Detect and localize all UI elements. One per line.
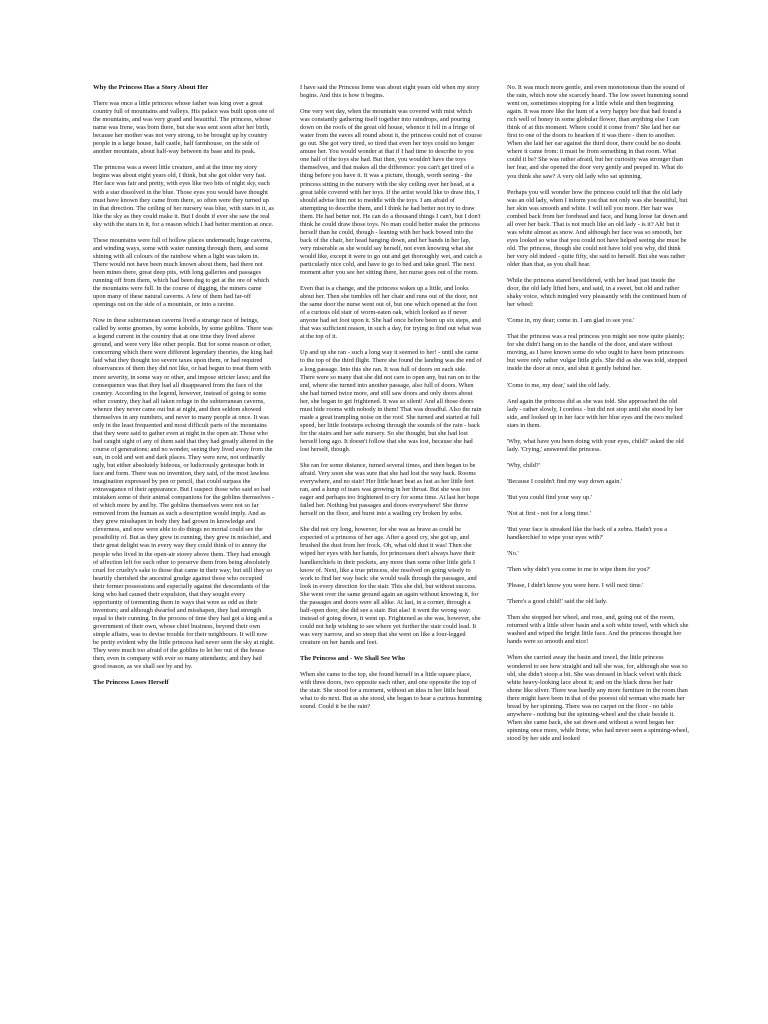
paragraph: 'Come in, my dear; come in. I am glad to see you.' [507,317,635,325]
section-heading: The Princess and - We Shall See Who [300,655,406,663]
paragraph: 'But you could find your way up.' [507,493,592,501]
paragraph: While the princess stared bewildered, with her head just inside the door, the old lady lifted hers, and said, in a sweet, but old and rather shaky voice, which mingled very pleasantly with the continued hum of her wheel: [507,277,687,309]
paragraph: One very wet day, when the mountain was covered with mist which was constantly gathering itself together into raindrops, and pouring down on the roofs of the great old house, whence it fell in a fringe of water from the eaves all round about it, the princess could not of course go out. She got very tired, so tired that even her toys could no longer amuse her. You would wonder at that if I had time to describe to you one half of the toys she had. But then, you wouldn't have the toys themselves, and that makes all the difference: you can't get tired of a thing before you have it. It was a picture, though, worth seeing - the princess sitting in the nursery with the sky ceiling over her head, at a great table covered with her toys. If the artist would like to draw this, I should advise him not to meddle with the toys. I am afraid of attempting to describe them, and I think he had better not try to draw them. He had better not. He can do a thousand things I can't, but I don't think he could draw those toys. No man could better make the princess herself than he could, though - leaning with her back bowed into the back of the chair, her head hanging down, and her hands in her lap, very miserable as she would say herself, not even knowing what she would like, except it were to go out and get thoroughly wet, and catch a particularly nice cold, and have to go to bed and take gruel. The next moment after you see her sitting there, her nurse goes out of the room. [300,108,482,277]
paragraph: 'Come to me, my dear,' said the old lady. [507,381,610,389]
paragraph: When she carried away the basin and towel, the little princess wondered to see how straight and tall she was, for, although she was so old, she didn't stoop a bit. She was dressed in black velvet with thick white heavy-looking lace about it; and on the black dress her hair shone like silver. There was hardly any more furniture in the room than there might have been in that of the poorest old woman who made her bread by her spinning. There was no carpet on the floor - no table anywhere - nothing but the spinning-wheel and the chair beside it. When she came back, she sat down and without a word began her spinning once more, while Irene, who had never seen a spinning-wheel, stood by her side and looked [507,654,689,742]
paragraph: 'Why, child?' [507,461,540,469]
paragraph: 'Then why didn't you come to me to wipe them for you?' [507,566,651,574]
paragraph: 'Because I couldn't find my way down again.' [507,477,623,485]
paragraph: Now in these subterranean caverns lived a strange race of beings, called by some gnomes, by some kobolds, by some goblins. There was a legend current in the country that at one time they lived above ground, and were very like other people. But for some reason or other, concerning which there were different legendary theories, the king had laid what they thought too severe taxes upon them, or had required observances of them they did not like, or had begun to treat them with more severity, in some way or other, and impose stricter laws; and the consequence was that they had all disappeared from the face of the country. According to the legend, however, instead of going to some other country, they had all taken refuge in the subterranean caverns, whence they never came out but at night, and then seldom showed themselves in any numbers, and never to many people at once. It was only in the least frequented and most difficult parts of the mountains that they were said to gather even at night in the open air. Those who had caught sight of any of them said that they had greatly altered in the course of generations; and no wonder, seeing they lived away from the sun, in cold and wet and dark places. They were now, not ordinarily ugly, but either absolutely hideous, or ludicrously grotesque both in face and form. There was no invention, they said, of the most lawless imagination expressed by pen or pencil, that could surpass the extravagance of their appearance. But I suspect those who said so had mistaken some of their animal companions for the goblins themselves - of which more by and by. The goblins themselves were not so far removed from the human as such a description would imply. And as they grew misshapen in body they had grown in knowledge and cleverness, and now were able to do things no mortal could see the possibility of. But as they grew in cunning, they grew in mischief, and their great delight was in every way they could think of to annoy the people who lived in the open-air storey above them. They had enough of affection left for each other to preserve them from being absolutely cruel for cruelty's sake to those that came in their way; but still they so heartily cherished the ancestral grudge against those who occupied their former possessions and especially against the descendants of the king who had caused their expulsion, that they sought every opportunity of tormenting them in ways that were as odd as their inventors; and although dwarfed and misshapen, they had strength equal to their cunning. In the process of time they had got a king and a government of their own, whose chief business, beyond their own simple affairs, was to devise trouble for their neighbours. It will now be pretty evident why the little princess had never seen the sky at night. They were much too afraid of the goblins to let her out of the house then, even in company with ever so many attendants; and they had good reason, as we shall see by and by. [93,317,275,671]
paragraph: And again the princess did as she was told. She approached the old lady - rather slowly, I confess - but did not stop until she stood by her side, and looked up in her face with her blue eyes and the two melted stars in them. [507,397,684,429]
document-page [93,84,689,954]
paragraph: 'Please, I didn't know you were here. I will next time.' [507,582,644,590]
paragraph: 'Why, what have you been doing with your eyes, child?' asked the old lady. 'Crying,' answered the princess. [507,437,684,453]
paragraph: Then she stopped her wheel, and rose, and, going out of the room, returned with a little silver basin and a soft white towel, with which she washed and wiped the bright little face. And the princess thought her hands were so smooth and nice! [507,614,689,646]
paragraph: Even that is a change, and the princess wakes up a little, and looks about her. Then she tumbles off her chair and runs out of the door, not the same door the nurse went out of, but one which opened at the foot of a curious old stair of worm-eaten oak, which looked as if never anyone had set foot upon it. She had once before been up six steps, and that was sufficient reason, in such a day, for trying to find out what was at the top of it. [300,285,482,341]
paragraph: 'But your face is streaked like the back of a zebra. Hadn't you a handkerchief to wipe your eyes with?' [507,526,668,542]
paragraph: There was once a little princess whose father was king over a great country full of mountains and valleys. His palace was built upon one of the mountains, and was very grand and beautiful. The princess, whose name was Irene, was born there, but she was sent soon after her birth, because her mother was not very strong, to be brought up by country people in a large house, half castle, half farmhouse, on the side of another mountain, about half-way between its base and its peak. [93,100,275,156]
paragraph: Perhaps you will wonder how the princess could tell that the old lady was an old lady, when I inform you that not only was she beautiful, but her skin was smooth and white. I will tell you more. Her hair was combed back from her forehead and face, and hung loose far down and all over her back. That is not much like an old lady - is it? Ah! but it was white almost as snow. And although her face was so smooth, her eyes looked so wise that you could not have helped seeing she must be old. The princess, though she could not have told you why, did think her very old indeed - quite fifty, she said to herself. But she was rather older than that, as you shall hear. [507,188,688,268]
section-heading: Why the Princess Has a Story About Her [93,84,209,91]
paragraph: She did not cry long, however, for she was as brave as could be expected of a princess of her age. After a good cry, she got up, and brushed the dust from her frock. Oh, what old dust it was! Then she wiped her eyes with her hands, for princesses don't always have their handkerchiefs in their pockets, any more than some other little girls I know of. Next, like a true princess, she resolved on going wisely to work to find her way back: she would walk through the passages, and look in every direction for the stair. This she did, but without success. She went over the same ground again an again without knowing it, for the passages and doors were all alike. At last, in a corner, through a half-open door, she did see a stair. But alas! it went the wrong way: instead of going down, it went up. Frightened as she was, however, she could not help wishing to see where yet further the stair could lead. It was very narrow, and so steep that she went on like a four-legged creature on her hands and feet. [300,526,481,646]
paragraph: These mountains were full of hollow places underneath; huge caverns, and winding ways, some with water running through them, and some shining with all colours of the rainbow when a light was taken in. There would not have been much known about them, had there not been mines there, great deep pits, with long galleries and passages running off from them, which had been dug to get at the ore of which the mountains were full. In the course of digging, the miners came upon many of these natural caverns. A few of them had far-off openings out on the side of a mountain, or into a ravine. [93,236,272,309]
paragraph: Up and up she ran - such a long way it seemed to her! - until she came to the top of the third flight. There she found the landing was the end of a long passage. Into this she ran. It was full of doors on each side. There were so many that she did not care to open any, but ran on to the end, where she turned into another passage, also full of doors. When she had turned twice more, and still saw doors and only doors about her, she began to get frightened. It was so silent! And all those doors must hide rooms with nobody in them! That was dreadful. Also the rain made a great trampling noise on the roof. She turned and started at full speed, her little footsteps echoing through the sounds of the rain - back for the stairs and her safe nursery. So she thought, but she had lost herself long ago. It doesn't follow that she was lost, because she had lost herself, though. [300,349,482,453]
paragraph: No. It was much more gentle, and even monotonous than the sound of the rain, which now she scarcely heard. The low sweet humming sound went on, sometimes stopping for a little while and then beginning again. It was more like the hum of a very happy bee that had found a rich well of honey in some globular flower, than anything else I can think of at this moment. Where could it come from? She laid her ear first to one of the doors to hearken if it was there - then to another. When she laid her ear against the third door, there could be no doubt where it came from: it must be from something in that room. What could it be? She was rather afraid, but her curiosity was stronger than her fear, and she opened the door very gently and peeped in. What do you think she saw? A very old lady who sat spinning. [507,84,689,180]
paragraph: 'Not at first - not for a long time.' [507,509,591,517]
paragraph: That the princess was a real princess you might see now quite plainly; for she didn't hang on to the handle of the door, and stare without moving, as I have known some do who ought to have been princesses but were only rather vulgar little girls. She did as she was told, stepped inside the door at once, and shut it gently behind her. [507,333,687,373]
text-column-2 [300,84,482,954]
paragraph: I have said the Princess Irene was about eight years old when my story begins. And this is how it begins. [300,84,480,100]
paragraph: The princess was a sweet little creature, and at the time my story begins was about eight years old, I think, but she got older very fast. Her face was fair and pretty, with eyes like two bits of night sky, each with a star dissolved in the blue. Those eyes you would have thought must have known they came from there, so often were they turned up in that direction. The ceiling of her nursery was blue, with stars in it, as like the sky as they could make it. But I doubt if ever she saw the real sky with the stars in it, for a reason which I had better mention at once. [93,164,274,228]
paragraph: 'No.' [507,550,519,558]
section-heading: The Princess Loses Herself [93,679,169,687]
paragraph: She ran for some distance, turned several times, and then began to be afraid. Very soon she was sure that she had lost the way back. Rooms everywhere, and no stair! Her little heart beat as fast as her little feet ran, and a lump of tears was growing in her throat. But she was too eager and perhaps too frightened to cry for some time. At last her hope failed her. Nothing but passages and doors everywhere! She threw herself on the floor, and burst into a wailing cry broken by sobs. [300,462,480,518]
text-column-1 [93,84,275,954]
text-column-3 [507,84,689,954]
paragraph: 'There's a good child!' said the old lady. [507,598,608,606]
paragraph: When she came to the top, she found herself in a little square place, with three doors, two opposite each other, and one opposite the top of the stair. She stood for a moment, without an idea in her little head what to do next. But as she stood, she began to hear a curious humming sound. Could it be the rain? [300,671,482,711]
